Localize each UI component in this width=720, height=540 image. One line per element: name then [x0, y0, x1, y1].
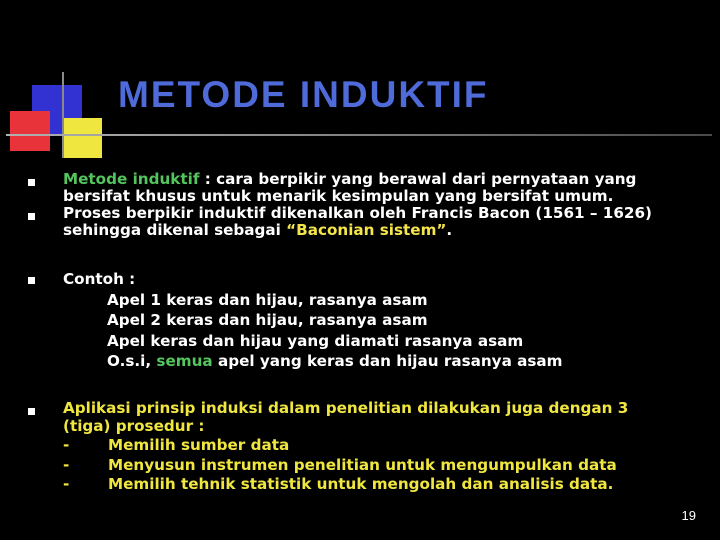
- example-line-3: Apel keras dan hijau yang diamati rasanya asam: [107, 331, 524, 350]
- bullet-square-icon: [28, 179, 35, 186]
- decor-red-square: [10, 111, 50, 151]
- bullet-4: [63, 400, 713, 494]
- bullet-4-line-2: (tiga) prosedur :: [63, 416, 205, 435]
- procedure-step-2: - Menyusun instrumen penelitian untuk mengumpulkan data: [63, 455, 617, 474]
- term-metode-induktif: Metode induktif: [63, 170, 200, 188]
- slide-title: METODE INDUKTIF: [118, 74, 489, 115]
- bullet-1-line-1: Metode induktif : cara berpikir yang berawal dari pernyataan yang: [63, 170, 637, 188]
- bullet-3: [63, 269, 713, 372]
- contoh-heading: Contoh :: [63, 270, 136, 288]
- bullet-1-line-2: bersifat khusus untuk menarik kesimpulan yang bersifat umum.: [63, 187, 614, 205]
- example-conclusion: O.s.i, semua apel yang keras dan hijau rasanya asam: [107, 352, 563, 370]
- decor-yellow-square: [62, 118, 102, 158]
- baconian-quote: “Baconian sistem”: [286, 221, 447, 239]
- page-number: 19: [681, 508, 696, 523]
- bullet-2: [63, 205, 713, 239]
- bullet-square-icon: [28, 213, 35, 220]
- procedure-step-3: - Memilih tehnik statistik untuk mengolah dan analisis data.: [63, 475, 614, 493]
- bullet-4-line-1: Aplikasi prinsip induksi dalam penelitian dilakukan juga dengan 3: [63, 399, 629, 417]
- decor-horizontal-line: [6, 134, 712, 136]
- bullet-square-icon: [28, 408, 35, 415]
- decor-vertical-line: [62, 72, 64, 158]
- example-line-2: Apel 2 keras dan hijau, rasanya asam: [107, 311, 428, 329]
- procedure-step-1: - Memilih sumber data: [63, 436, 290, 454]
- term-semua: semua: [156, 352, 213, 370]
- bullet-2-line-2: sehingga dikenal sebagai “Baconian sistem”.: [63, 221, 453, 239]
- bullet-2-line-1: Proses berpikir induktif dikenalkan oleh Francis Bacon (1561 – 1626): [63, 204, 652, 222]
- bullet-square-icon: [28, 277, 35, 284]
- example-line-1: Apel 1 keras dan hijau, rasanya asam: [107, 290, 428, 309]
- bullet-1: [63, 171, 713, 205]
